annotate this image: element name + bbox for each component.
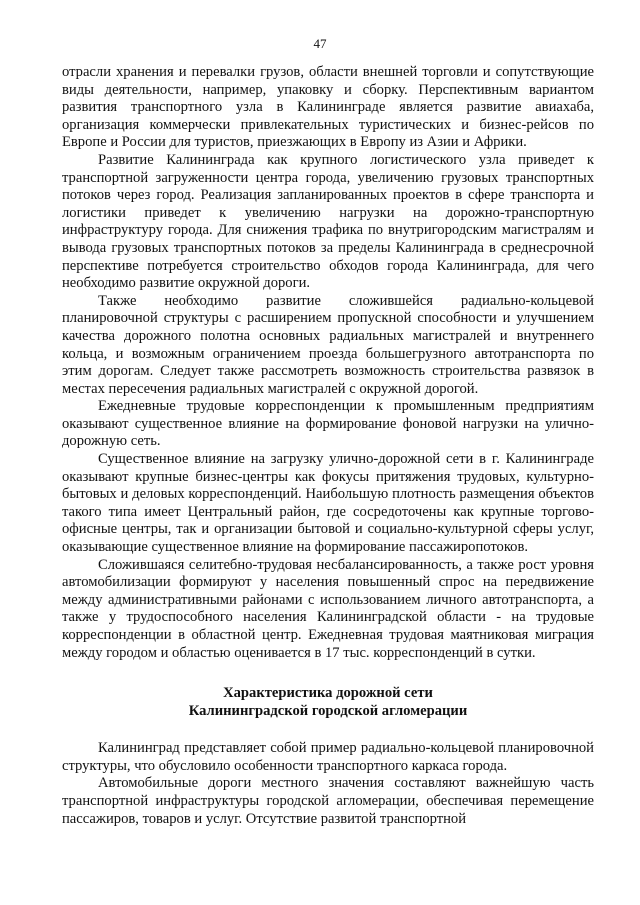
paragraph: Сложившаяся селитебно-трудовая несбалансированность, а также рост уровня автомобилизации формируют у населения повышенный спрос на передвижение между административными районами с использованием личного автотранспорта, а также у трудоспособного населения Калининградской области - на трудовые корреспонденции в областной центр. Ежедневная трудовая маятниковая миграция между городом и областью оценивается в 17 тыс. корреспонденций в сутки.	[62, 556, 594, 661]
section-heading	[62, 684, 594, 720]
page-body	[62, 64, 594, 828]
paragraph: Развитие Калининграда как крупного логистического узла приведет к транспортной загруженности центра города, увеличению грузовых транспортных потоков через город. Реализация запланированных проектов в сфере транспорта и логистики приведет к увеличению нагрузки на дорожно-транспортную инфраструктуру города. Для снижения трафика по внутригородским магистралям и вывода грузовых транспортных потоков за пределы Калининграда в среднесрочной перспективе потребуется строительство обходов города Калининграда, для чего необходимо развитие окружной дороги.	[62, 151, 594, 292]
paragraph: отрасли хранения и перевалки грузов, области внешней торговли и сопутствующие виды деятельности, например, упаковку и сборку. Перспективным вариантом развития транспортного узла в Калининграде является развитие авиахаба, организация коммерчески привлекательных туристических и бизнес-рейсов по Европе и России для туристов, приезжающих в Европу из Азии и Африки.	[62, 64, 594, 151]
paragraph: Калининград представляет собой пример радиально-кольцевой планировочной структуры, что обусловило особенности транспортного каркаса города.	[62, 740, 594, 774]
paragraph: Существенное влияние на загрузку улично-дорожной сети в г. Калининграде оказывают крупные бизнес-центры как фокусы притяжения трудовых, культурно-бытовых и деловых корреспонденций. Наибольшую плотность размещения объектов такого типа имеет Центральный район, где сосредоточены как крупные торгово-офисные центры, так и организации бытовой и социально-культурной сферы услуг, оказывающие существенное влияние на формирование пассажиропотоков.	[62, 451, 594, 556]
paragraph: Также необходимо развитие сложившейся радиально-кольцевой планировочной структуры с расширением пропускной способности и улучшением качества дорожного полотна основных радиальных магистралей и внутреннего кольца, и возможным ограничением проезда большегрузного автотранспорта по этим дорогам. Следует также рассмотреть возможность строительства развязок в местах пересечения радиальных магистралей с окружной дорогой.	[62, 292, 594, 397]
paragraph: Автомобильные дороги местного значения составляют важнейшую часть транспортной инфраструктуры городской агломерации, обеспечивая перемещение пассажиров, товаров и услуг. Отсутствие развитой транспортной	[62, 775, 594, 827]
section-heading-line: Калининградской городской агломерации	[188, 703, 468, 720]
paragraph: Ежедневные трудовые корреспонденции к промышленным предприятиям оказывают существенное влияние на формирование фоновой нагрузки на улично-дорожную сеть.	[62, 398, 594, 450]
section-heading-line: Характеристика дорожной сети	[223, 685, 433, 702]
page-number: 47	[313, 36, 327, 51]
